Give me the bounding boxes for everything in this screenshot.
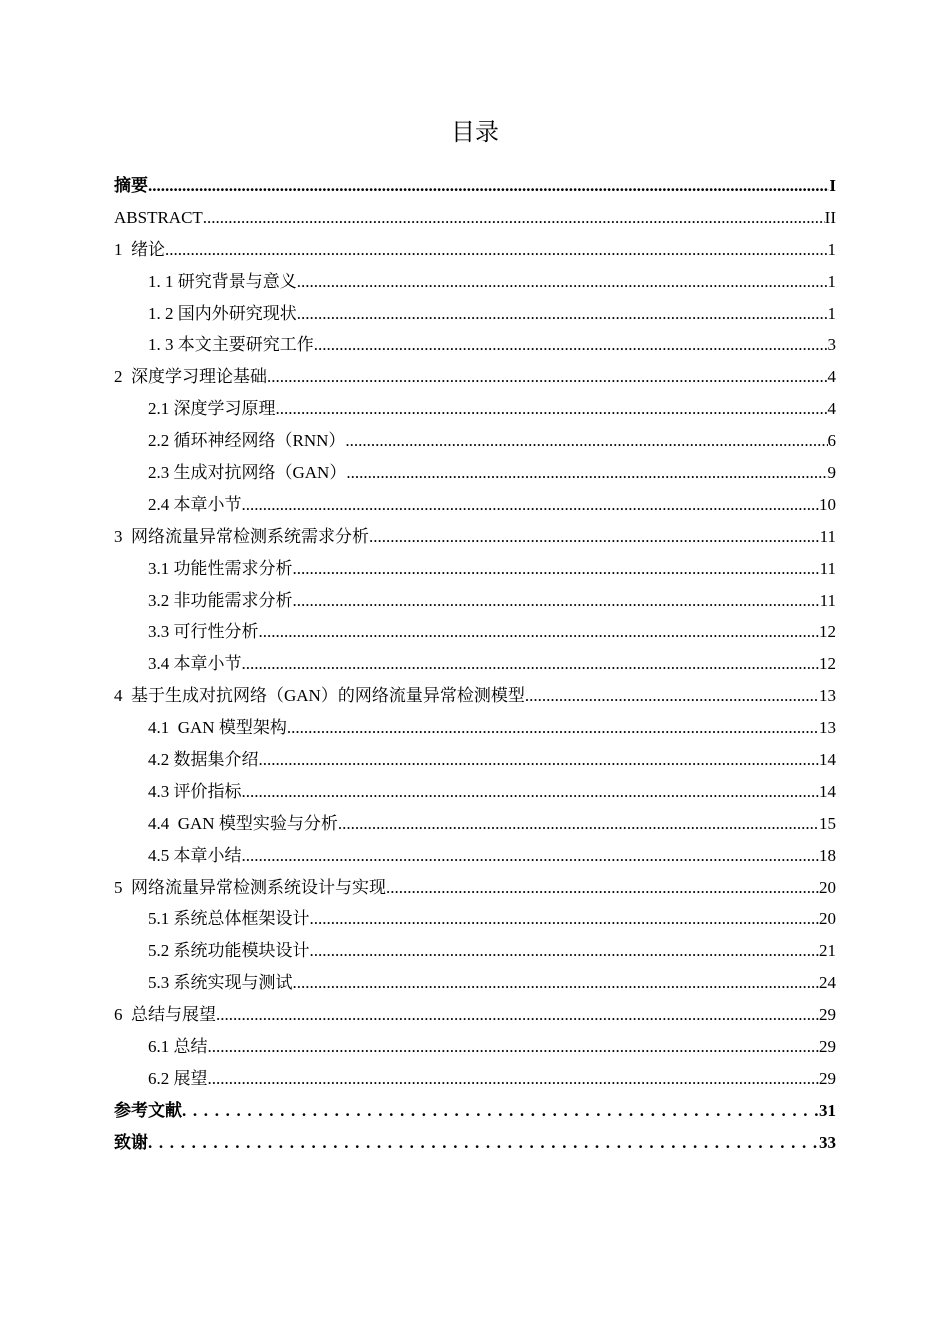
toc-entry-label: 3.2 非功能需求分析: [148, 590, 293, 610]
toc-dot-leader: [165, 234, 828, 266]
toc-dot-leader: [314, 329, 828, 361]
toc-entry-label: 4.1 GAN 模型架构: [148, 718, 287, 738]
toc-dot-leader: [242, 840, 820, 872]
toc-entry[interactable]: [114, 808, 836, 840]
toc-page-number: 29: [819, 1037, 836, 1057]
toc-entry[interactable]: [114, 329, 836, 361]
toc-entry-label: 4.5 本章小结: [148, 845, 242, 865]
toc-dot-leader: [386, 872, 819, 904]
toc-dot-leader: [208, 1031, 820, 1063]
toc-page-number: 6: [827, 431, 836, 451]
toc-entry[interactable]: [114, 999, 836, 1031]
toc-page-number: 12: [819, 622, 836, 642]
toc-dot-leader: [525, 680, 819, 712]
toc-dot-leader: [182, 1095, 819, 1127]
toc-page-number: 13: [819, 686, 836, 706]
toc-entry-label: 1. 3 本文主要研究工作: [148, 335, 314, 355]
toc-page-number: 11: [819, 526, 836, 546]
toc-page-number: 4: [827, 367, 836, 387]
toc-entry-label: ABSTRACT: [114, 207, 203, 227]
toc-entry[interactable]: [114, 872, 836, 904]
toc-page-number: 29: [819, 1068, 836, 1088]
toc-page-number: 14: [819, 781, 836, 801]
toc-entry[interactable]: [114, 744, 836, 776]
toc-entry-label: 6.1 总结: [148, 1037, 208, 1057]
toc-entry-label: 1. 1 研究背景与意义: [148, 271, 297, 291]
toc-entry-label: 参考文献: [114, 1100, 182, 1120]
toc-entry-label: 致谢: [114, 1132, 148, 1152]
toc-entry[interactable]: [114, 1127, 836, 1159]
toc-entry[interactable]: [114, 680, 836, 712]
toc-entry-label: 2.4 本章小节: [148, 494, 242, 514]
table-of-contents: [114, 170, 836, 1159]
toc-page-number: 11: [819, 590, 836, 610]
toc-dot-leader: [148, 1127, 819, 1159]
toc-entry-label: 摘要: [114, 176, 148, 195]
toc-dot-leader: [310, 935, 820, 967]
toc-entry[interactable]: [114, 776, 836, 808]
toc-page-number: 1: [827, 303, 836, 323]
toc-entry-label: 6 总结与展望: [114, 1005, 216, 1025]
toc-entry[interactable]: [114, 1031, 836, 1063]
toc-dot-leader: [293, 553, 820, 585]
toc-entry-label: 2.2 循环神经网络（RNN）: [148, 431, 346, 451]
toc-entry[interactable]: [114, 553, 836, 585]
toc-dot-leader: [293, 967, 820, 999]
toc-dot-leader: [242, 648, 820, 680]
toc-page-number: 12: [819, 654, 836, 674]
toc-page-number: 13: [819, 718, 836, 738]
toc-page-number: 24: [819, 973, 836, 993]
toc-dot-leader: [276, 393, 828, 425]
toc-dot-leader: [338, 808, 819, 840]
toc-dot-leader: [267, 361, 828, 393]
toc-entry-label: 6.2 展望: [148, 1068, 208, 1088]
toc-page-number: II: [824, 207, 836, 227]
toc-dot-leader: [287, 712, 819, 744]
toc-entry[interactable]: [114, 967, 836, 999]
toc-entry[interactable]: [114, 935, 836, 967]
toc-page-number: 20: [819, 909, 836, 929]
toc-page-number: 3: [827, 335, 836, 355]
toc-page-number: 10: [819, 494, 836, 514]
toc-entry-label: 4.4 GAN 模型实验与分析: [148, 813, 338, 833]
toc-dot-leader: [216, 999, 819, 1031]
toc-page-number: 4: [827, 399, 836, 419]
toc-entry[interactable]: [114, 266, 836, 298]
toc-entry[interactable]: [114, 648, 836, 680]
toc-entry[interactable]: [114, 170, 836, 202]
toc-entry[interactable]: [114, 489, 836, 521]
toc-entry[interactable]: [114, 298, 836, 330]
toc-page-number: 9: [827, 463, 836, 483]
toc-dot-leader: [293, 585, 820, 617]
toc-entry-label: 5.3 系统实现与测试: [148, 973, 293, 993]
toc-page-number: 11: [819, 558, 836, 578]
toc-entry[interactable]: [114, 712, 836, 744]
toc-entry[interactable]: [114, 616, 836, 648]
toc-entry-label: 5.2 系统功能模块设计: [148, 941, 310, 961]
toc-page-number: 1: [827, 271, 836, 291]
toc-page-number: 18: [819, 845, 836, 865]
toc-entry[interactable]: [114, 393, 836, 425]
toc-entry-label: 4.2 数据集介绍: [148, 750, 259, 770]
toc-dot-leader: [297, 266, 828, 298]
toc-page-number: 15: [819, 813, 836, 833]
toc-dot-leader: [346, 457, 827, 489]
toc-page-number: 31: [819, 1100, 836, 1120]
toc-entry[interactable]: [114, 585, 836, 617]
toc-page-number: 29: [819, 1005, 836, 1025]
toc-entry[interactable]: [114, 234, 836, 266]
toc-dot-leader: [242, 489, 820, 521]
toc-entry-label: 4.3 评价指标: [148, 781, 242, 801]
toc-entry-label: 5.1 系统总体框架设计: [148, 909, 310, 929]
toc-entry[interactable]: [114, 521, 836, 553]
page-title: 目录: [451, 118, 499, 146]
toc-page-number: 20: [819, 877, 836, 897]
toc-entry-label: 3.1 功能性需求分析: [148, 558, 293, 578]
toc-entry-label: 5 网络流量异常检测系统设计与实现: [114, 877, 386, 897]
toc-dot-leader: [297, 298, 828, 330]
toc-entry-label: 1 绪论: [114, 239, 165, 259]
toc-entry[interactable]: [114, 1095, 836, 1127]
toc-entry[interactable]: [114, 361, 836, 393]
toc-dot-leader: [369, 521, 820, 553]
toc-dot-leader: [203, 202, 825, 234]
toc-page-number: 14: [819, 750, 836, 770]
toc-dot-leader: [259, 744, 820, 776]
toc-entry-label: 2.3 生成对抗网络（GAN）: [148, 463, 347, 483]
toc-entry-label: 2.1 深度学习原理: [148, 399, 276, 419]
toc-entry[interactable]: [114, 202, 836, 234]
toc-page-number: 1: [827, 239, 836, 259]
toc-dot-leader: [242, 776, 820, 808]
toc-entry-label: 1. 2 国内外研究现状: [148, 303, 297, 323]
toc-entry[interactable]: [114, 425, 836, 457]
toc-entry[interactable]: [114, 903, 836, 935]
toc-page-number: I: [829, 176, 836, 195]
toc-entry[interactable]: [114, 457, 836, 489]
toc-dot-leader: [148, 170, 829, 202]
toc-entry-label: 2 深度学习理论基础: [114, 367, 267, 387]
toc-entry-label: 3 网络流量异常检测系统需求分析: [114, 526, 369, 546]
toc-dot-leader: [259, 616, 820, 648]
toc-dot-leader: [208, 1063, 820, 1095]
toc-entry[interactable]: [114, 1063, 836, 1095]
toc-entry[interactable]: [114, 840, 836, 872]
toc-page-number: 21: [819, 941, 836, 961]
toc-dot-leader: [345, 425, 827, 457]
toc-entry-label: 3.4 本章小节: [148, 654, 242, 674]
toc-page-number: 33: [819, 1132, 836, 1152]
toc-entry-label: 3.3 可行性分析: [148, 622, 259, 642]
toc-dot-leader: [310, 903, 820, 935]
toc-entry-label: 4 基于生成对抗网络（GAN）的网络流量异常检测模型: [114, 686, 525, 706]
